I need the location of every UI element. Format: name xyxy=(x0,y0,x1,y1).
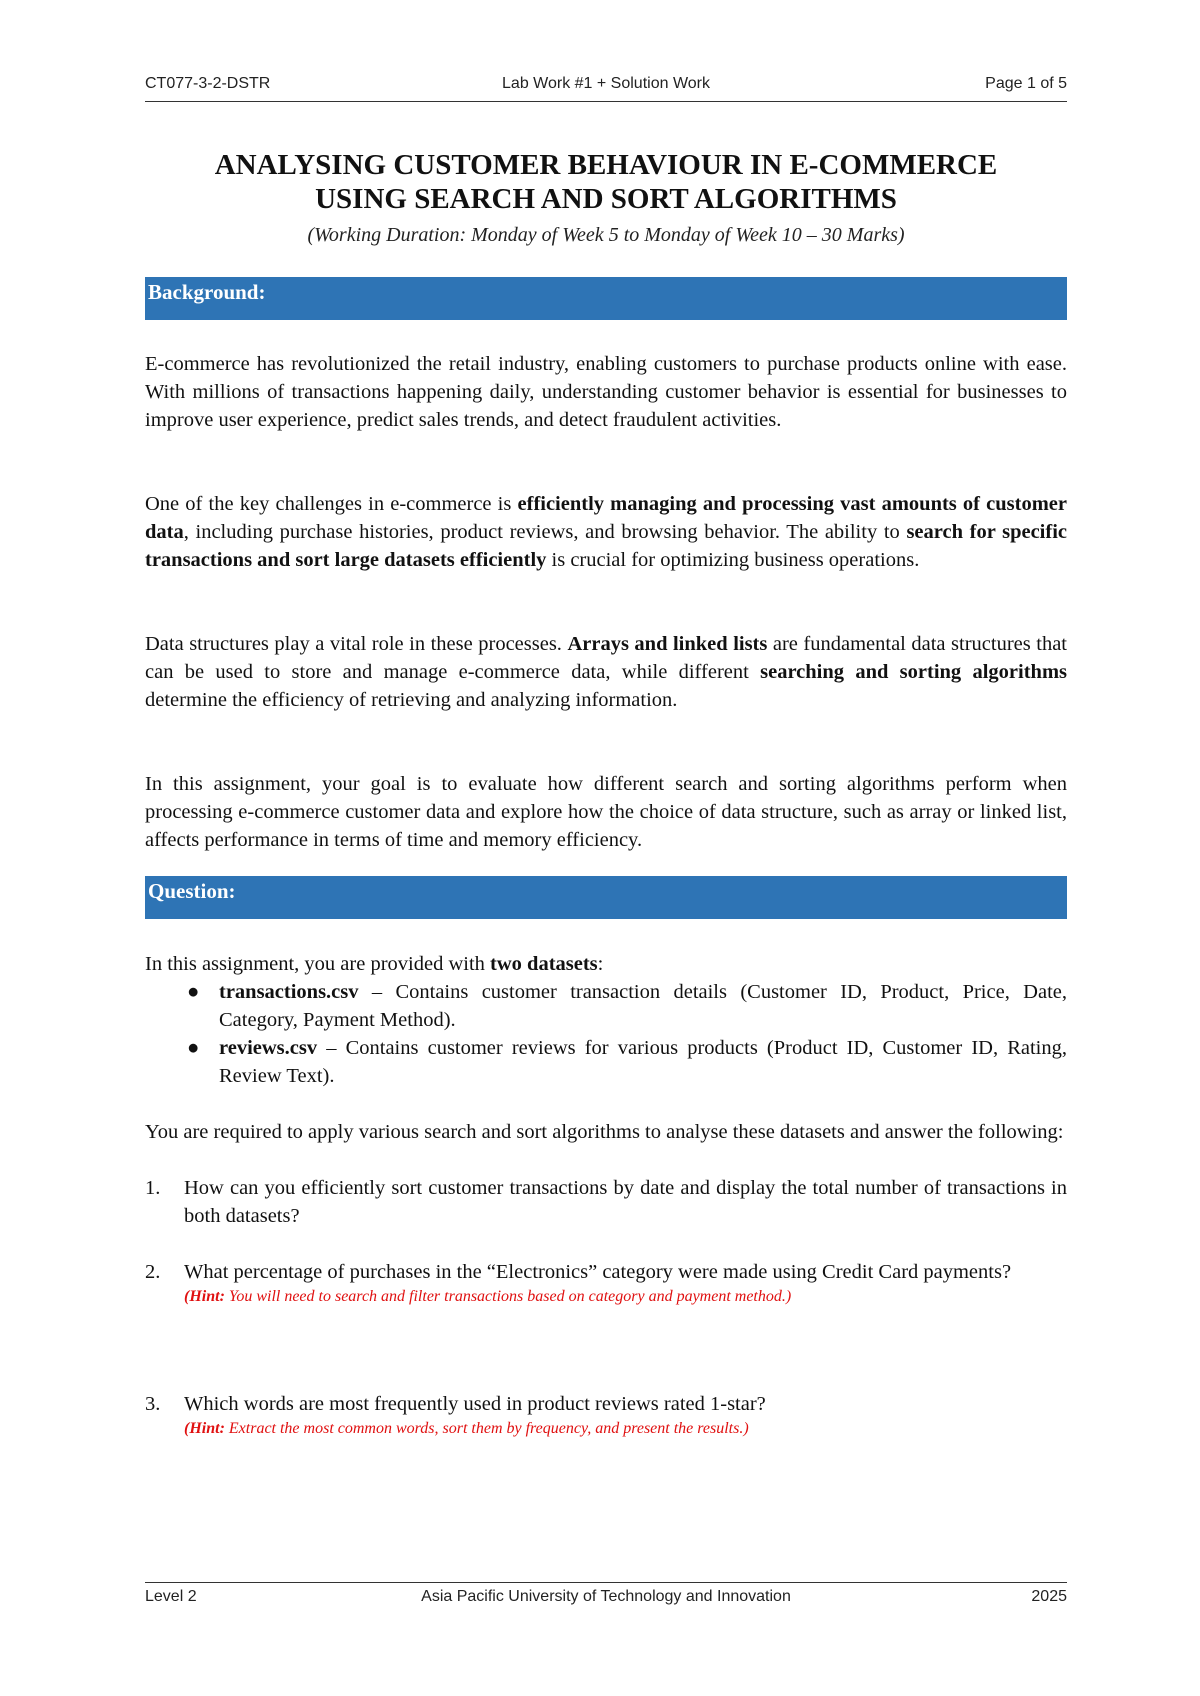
hint-text: You will need to search and filter transactions based on category and payment method.) xyxy=(224,1288,792,1305)
bold-run: searching and sorting algorithms xyxy=(760,661,1068,683)
header-rule xyxy=(145,101,1067,102)
question-item-1 xyxy=(145,1174,1067,1230)
question-item-2 xyxy=(145,1258,1067,1308)
background-heading-bar xyxy=(145,277,1067,320)
dataset-list xyxy=(145,978,1067,1090)
bold-run: Arrays and linked lists xyxy=(567,633,768,655)
list-item xyxy=(145,1034,1067,1090)
title-line-1: ANALYSING CUSTOMER BEHAVIOUR IN E-COMMERCE xyxy=(214,149,998,181)
dataset-name: reviews.csv xyxy=(219,1037,318,1059)
hint-label: (Hint: xyxy=(184,1420,225,1437)
document-title xyxy=(145,148,1067,216)
text-run: One of the key challenges in e-commerce is xyxy=(145,493,518,515)
text-run: In this assignment, you are provided with xyxy=(145,953,491,975)
footer-year: 2025 xyxy=(1031,1588,1067,1605)
question-item-3 xyxy=(145,1390,1067,1440)
footer-level: Level 2 xyxy=(145,1588,197,1605)
bold-run: two datasets xyxy=(490,953,598,975)
hint-label: (Hint: xyxy=(184,1288,225,1305)
dataset-description: – Contains customer reviews for various products (Product ID, Customer ID, Rating, Review Text). xyxy=(219,1037,1067,1087)
bullet-icon: ● xyxy=(187,1037,200,1059)
document-subtitle: (Working Duration: Monday of Week 5 to Monday of Week 10 – 30 Marks) xyxy=(307,224,905,246)
question-text: How can you efficiently sort customer transactions by date and display the total number of transactions in both datasets? xyxy=(184,1177,1067,1227)
text-run: are fundamental data structures that can be used to store and manage e-commerce data, while different xyxy=(145,633,1067,683)
question-number: 2. xyxy=(145,1261,161,1283)
question-hint xyxy=(184,1286,1067,1308)
text-run: determine the efficiency of retrieving and analyzing information. xyxy=(145,689,678,711)
question-intro xyxy=(145,950,1067,978)
footer-institution: Asia Pacific University of Technology and Innovation xyxy=(421,1588,791,1605)
bold-run: search for specific transactions and sort large datasets efficiently xyxy=(145,521,1067,571)
background-paragraph-1: E-commerce has revolutionized the retail industry, enabling customers to purchase products online with ease. With millions of transactions happening daily, understanding customer behavior is essential for businesses to improve user experience, predict sales trends, and detect fraudulent activities. xyxy=(145,353,1067,431)
question-heading-bar xyxy=(145,876,1067,919)
document-label: Lab Work #1 + Solution Work xyxy=(502,75,710,92)
question-text: Which words are most frequently used in product reviews rated 1-star? xyxy=(184,1393,766,1415)
page-number: Page 1 of 5 xyxy=(985,75,1067,92)
background-paragraph-3 xyxy=(145,630,1067,714)
footer-rule xyxy=(145,1582,1067,1583)
text-run: : xyxy=(597,953,604,975)
text-run: , including purchase histories, product reviews, and browsing behavior. The ability to xyxy=(183,521,907,543)
page-footer xyxy=(145,1588,1067,1612)
bullet-icon: ● xyxy=(187,981,200,1003)
text-run: is crucial for optimizing business operations. xyxy=(546,549,920,571)
page-header xyxy=(145,75,1067,99)
hint-text: Extract the most common words, sort them by frequency, and present the results.) xyxy=(224,1420,749,1437)
question-instruction: You are required to apply various search and sort algorithms to analyse these datasets and answer the following: xyxy=(145,1121,1064,1143)
text-run: Data structures play a vital role in these processes. xyxy=(145,633,568,655)
title-line-2: USING SEARCH AND SORT ALGORITHMS xyxy=(315,183,897,215)
dataset-name: transactions.csv xyxy=(219,981,359,1003)
background-paragraph-4: In this assignment, your goal is to evaluate how different search and sorting algorithms perform when processing e-commerce customer data and explore how the choice of data structure, such as array or linked list, affects performance in terms of time and memory efficiency. xyxy=(145,773,1067,851)
course-code: CT077-3-2-DSTR xyxy=(145,75,271,92)
list-item xyxy=(145,978,1067,1034)
bold-run: efficiently managing and processing vast amounts of customer data xyxy=(145,493,1067,543)
question-text: What percentage of purchases in the “Electronics” category were made using Credit Card payments? xyxy=(184,1261,1012,1283)
background-heading: Background: xyxy=(148,280,266,304)
question-hint xyxy=(184,1418,1067,1440)
question-number: 1. xyxy=(145,1177,161,1199)
question-number: 3. xyxy=(145,1393,161,1415)
dataset-description: – Contains customer transaction details (Customer ID, Product, Price, Date, Category, Payment Method). xyxy=(219,981,1067,1031)
question-heading: Question: xyxy=(148,879,236,903)
background-paragraph-2 xyxy=(145,490,1067,574)
